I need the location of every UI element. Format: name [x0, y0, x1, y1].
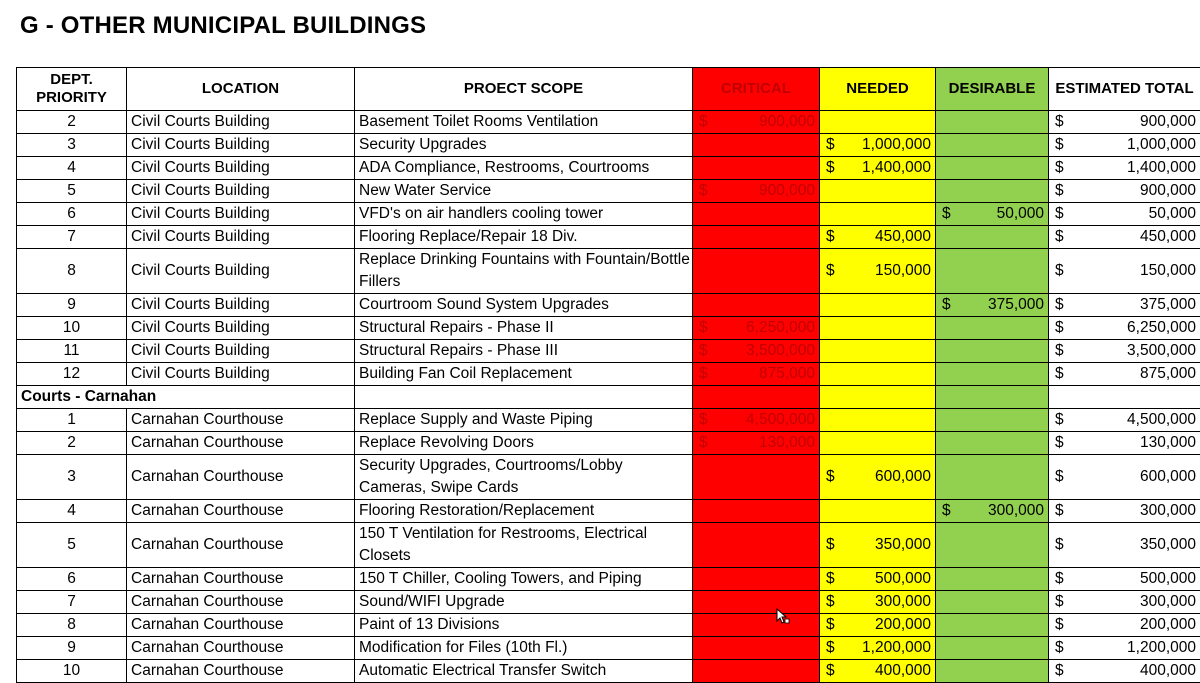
- desirable-cell: [936, 203, 1049, 226]
- total-cell: [1049, 317, 1200, 340]
- currency-symbol: $: [1055, 341, 1064, 361]
- table-row: [17, 363, 1200, 386]
- section-blank-critical: [693, 386, 820, 409]
- priority-cell: 6: [17, 203, 127, 226]
- critical-cell-amount: 6,250,000: [746, 318, 815, 338]
- currency-symbol: $: [826, 592, 835, 612]
- critical-cell: [693, 134, 820, 157]
- total-cell: [1049, 363, 1200, 386]
- location-cell: Carnahan Courthouse: [127, 432, 355, 455]
- priority-cell: 11: [17, 340, 127, 363]
- budget-table: [16, 67, 1200, 683]
- priority-cell: 3: [17, 455, 127, 500]
- desirable-cell: [936, 226, 1049, 249]
- desirable-cell: [936, 111, 1049, 134]
- needed-cell: [820, 226, 936, 249]
- critical-cell: [693, 249, 820, 294]
- section-blank-needed: [820, 386, 936, 409]
- critical-cell: [693, 568, 820, 591]
- total-cell-amount: 3,500,000: [1127, 341, 1196, 361]
- critical-cell: [693, 432, 820, 455]
- currency-symbol: $: [1055, 661, 1064, 681]
- needed-cell-amount: 1,400,000: [862, 158, 931, 178]
- scope-cell: Flooring Replace/Repair 18 Div.: [355, 226, 693, 249]
- location-cell: Civil Courts Building: [127, 340, 355, 363]
- table-row: [17, 432, 1200, 455]
- critical-cell-amount: 875,000: [759, 364, 815, 384]
- location-cell: Civil Courts Building: [127, 226, 355, 249]
- priority-cell: 5: [17, 180, 127, 203]
- total-cell: [1049, 523, 1200, 568]
- location-cell: Civil Courts Building: [127, 317, 355, 340]
- critical-cell: [693, 614, 820, 637]
- desirable-cell: [936, 294, 1049, 317]
- table-row: [17, 568, 1200, 591]
- currency-symbol: $: [826, 569, 835, 589]
- desirable-cell: [936, 249, 1049, 294]
- needed-cell-amount: 400,000: [875, 661, 931, 681]
- needed-cell-amount: 150,000: [875, 261, 931, 281]
- priority-cell: 10: [17, 317, 127, 340]
- total-cell-amount: 375,000: [1140, 295, 1196, 315]
- total-cell-amount: 450,000: [1140, 227, 1196, 247]
- priority-cell: 1: [17, 409, 127, 432]
- location-cell: Civil Courts Building: [127, 294, 355, 317]
- total-cell: [1049, 660, 1200, 683]
- critical-cell-amount: 130,000: [759, 433, 815, 453]
- priority-cell: 9: [17, 294, 127, 317]
- priority-cell: 10: [17, 660, 127, 683]
- currency-symbol: $: [826, 135, 835, 155]
- total-cell: [1049, 500, 1200, 523]
- critical-cell-amount: 900,000: [759, 112, 815, 132]
- currency-symbol: $: [1055, 112, 1064, 132]
- scope-cell: Modification for Files (10th Fl.): [355, 637, 693, 660]
- needed-cell-amount: 450,000: [875, 227, 931, 247]
- table-row: [17, 157, 1200, 180]
- critical-cell: [693, 660, 820, 683]
- currency-symbol: $: [826, 535, 835, 555]
- priority-cell: 3: [17, 134, 127, 157]
- total-cell-amount: 6,250,000: [1127, 318, 1196, 338]
- priority-cell: 7: [17, 226, 127, 249]
- needed-cell-amount: 1,200,000: [862, 638, 931, 658]
- desirable-cell: [936, 317, 1049, 340]
- total-cell-amount: 50,000: [1149, 204, 1196, 224]
- total-cell: [1049, 203, 1200, 226]
- desirable-cell: [936, 500, 1049, 523]
- currency-symbol: $: [1055, 204, 1064, 224]
- header-row: [17, 68, 1200, 111]
- desirable-cell: [936, 591, 1049, 614]
- section-header-carnahan: Courts - Carnahan: [17, 386, 355, 409]
- priority-cell: 7: [17, 591, 127, 614]
- critical-cell: [693, 340, 820, 363]
- total-cell: [1049, 409, 1200, 432]
- needed-cell: [820, 180, 936, 203]
- needed-cell: [820, 134, 936, 157]
- section-row: [17, 386, 1200, 409]
- desirable-cell-amount: 50,000: [997, 204, 1044, 224]
- needed-cell: [820, 523, 936, 568]
- currency-symbol: $: [699, 364, 708, 384]
- scope-cell: Basement Toilet Rooms Ventilation: [355, 111, 693, 134]
- location-cell: Carnahan Courthouse: [127, 409, 355, 432]
- needed-cell: [820, 317, 936, 340]
- needed-cell: [820, 340, 936, 363]
- critical-cell: [693, 409, 820, 432]
- header-priority: DEPT. PRIORITY: [17, 68, 127, 111]
- mouse-cursor-icon: [776, 608, 790, 626]
- needed-cell: [820, 455, 936, 500]
- priority-cell: 5: [17, 523, 127, 568]
- currency-symbol: $: [826, 638, 835, 658]
- section-row-group: [17, 386, 1200, 409]
- desirable-cell: [936, 432, 1049, 455]
- priority-cell: 4: [17, 157, 127, 180]
- scope-cell: Structural Repairs - Phase II: [355, 317, 693, 340]
- needed-cell: [820, 111, 936, 134]
- total-cell-amount: 300,000: [1140, 501, 1196, 521]
- currency-symbol: $: [1055, 410, 1064, 430]
- total-cell-amount: 300,000: [1140, 592, 1196, 612]
- needed-cell: [820, 409, 936, 432]
- total-cell-amount: 1,200,000: [1127, 638, 1196, 658]
- needed-cell: [820, 500, 936, 523]
- table-row: [17, 614, 1200, 637]
- header-critical: CRITICAL: [693, 68, 820, 111]
- currency-symbol: $: [826, 261, 835, 281]
- needed-cell: [820, 249, 936, 294]
- currency-symbol: $: [1055, 135, 1064, 155]
- desirable-cell: [936, 157, 1049, 180]
- location-cell: Carnahan Courthouse: [127, 591, 355, 614]
- desirable-cell: [936, 614, 1049, 637]
- location-cell: Carnahan Courthouse: [127, 614, 355, 637]
- critical-cell: [693, 226, 820, 249]
- location-cell: Civil Courts Building: [127, 180, 355, 203]
- critical-cell: [693, 157, 820, 180]
- total-cell-amount: 4,500,000: [1127, 410, 1196, 430]
- currency-symbol: $: [699, 112, 708, 132]
- table-row: [17, 660, 1200, 683]
- needed-cell: [820, 637, 936, 660]
- critical-cell: [693, 500, 820, 523]
- needed-cell-amount: 1,000,000: [862, 135, 931, 155]
- currency-symbol: $: [826, 661, 835, 681]
- needed-cell: [820, 568, 936, 591]
- desirable-cell: [936, 568, 1049, 591]
- total-cell: [1049, 180, 1200, 203]
- scope-cell: Building Fan Coil Replacement: [355, 363, 693, 386]
- currency-symbol: $: [1055, 569, 1064, 589]
- scope-cell: 150 T Chiller, Cooling Towers, and Piping: [355, 568, 693, 591]
- critical-cell: [693, 637, 820, 660]
- scope-cell: ADA Compliance, Restrooms, Courtrooms: [355, 157, 693, 180]
- priority-cell: 6: [17, 568, 127, 591]
- needed-cell-amount: 600,000: [875, 467, 931, 487]
- desirable-cell: [936, 340, 1049, 363]
- currency-symbol: $: [826, 467, 835, 487]
- carnahan-rows: [17, 409, 1200, 683]
- currency-symbol: $: [826, 158, 835, 178]
- priority-cell: 2: [17, 111, 127, 134]
- total-cell: [1049, 591, 1200, 614]
- needed-cell: [820, 363, 936, 386]
- total-cell-amount: 900,000: [1140, 181, 1196, 201]
- currency-symbol: $: [1055, 535, 1064, 555]
- location-cell: Civil Courts Building: [127, 134, 355, 157]
- scope-cell: Security Upgrades: [355, 134, 693, 157]
- needed-cell: [820, 591, 936, 614]
- desirable-cell: [936, 409, 1049, 432]
- scope-cell: Paint of 13 Divisions: [355, 614, 693, 637]
- location-cell: Civil Courts Building: [127, 203, 355, 226]
- needed-cell: [820, 432, 936, 455]
- scope-cell: 150 T Ventilation for Restrooms, Electrical Closets: [355, 523, 693, 568]
- header-location: LOCATION: [127, 68, 355, 111]
- header-scope: PROECT SCOPE: [355, 68, 693, 111]
- table-row: [17, 180, 1200, 203]
- total-cell-amount: 200,000: [1140, 615, 1196, 635]
- critical-cell: [693, 455, 820, 500]
- currency-symbol: $: [1055, 158, 1064, 178]
- currency-symbol: $: [1055, 433, 1064, 453]
- currency-symbol: $: [1055, 227, 1064, 247]
- currency-symbol: $: [1055, 318, 1064, 338]
- total-cell: [1049, 637, 1200, 660]
- table-row: [17, 591, 1200, 614]
- critical-cell: [693, 180, 820, 203]
- total-cell-amount: 1,000,000: [1127, 135, 1196, 155]
- currency-symbol: $: [1055, 638, 1064, 658]
- location-cell: Civil Courts Building: [127, 111, 355, 134]
- table-row: [17, 500, 1200, 523]
- priority-cell: 8: [17, 614, 127, 637]
- scope-cell: Replace Supply and Waste Piping: [355, 409, 693, 432]
- location-cell: Carnahan Courthouse: [127, 500, 355, 523]
- table-row: [17, 134, 1200, 157]
- section-blank-total: [1049, 386, 1200, 409]
- currency-symbol: $: [1055, 592, 1064, 612]
- needed-cell-amount: 350,000: [875, 535, 931, 555]
- currency-symbol: $: [826, 615, 835, 635]
- currency-symbol: $: [942, 501, 951, 521]
- total-cell-amount: 150,000: [1140, 261, 1196, 281]
- total-cell-amount: 130,000: [1140, 433, 1196, 453]
- location-cell: Carnahan Courthouse: [127, 523, 355, 568]
- currency-symbol: $: [1055, 364, 1064, 384]
- desirable-cell: [936, 455, 1049, 500]
- scope-cell: Replace Drinking Fountains with Fountain/Bottle Fillers: [355, 249, 693, 294]
- total-cell: [1049, 432, 1200, 455]
- table-row: [17, 340, 1200, 363]
- currency-symbol: $: [1055, 501, 1064, 521]
- location-cell: Carnahan Courthouse: [127, 637, 355, 660]
- header-total: ESTIMATED TOTAL: [1049, 68, 1200, 111]
- desirable-cell: [936, 363, 1049, 386]
- desirable-cell: [936, 637, 1049, 660]
- priority-cell: 12: [17, 363, 127, 386]
- critical-cell: [693, 317, 820, 340]
- total-cell-amount: 600,000: [1140, 467, 1196, 487]
- total-cell-amount: 900,000: [1140, 112, 1196, 132]
- total-cell: [1049, 134, 1200, 157]
- table-row: [17, 409, 1200, 432]
- scope-cell: Structural Repairs - Phase III: [355, 340, 693, 363]
- desirable-cell-amount: 375,000: [988, 295, 1044, 315]
- table-row: [17, 111, 1200, 134]
- table-row: [17, 226, 1200, 249]
- scope-cell: New Water Service: [355, 180, 693, 203]
- currency-symbol: $: [1055, 181, 1064, 201]
- table-row: [17, 249, 1200, 294]
- total-cell-amount: 400,000: [1140, 661, 1196, 681]
- needed-cell-amount: 200,000: [875, 615, 931, 635]
- table-row: [17, 523, 1200, 568]
- total-cell: [1049, 294, 1200, 317]
- currency-symbol: $: [1055, 615, 1064, 635]
- location-cell: Carnahan Courthouse: [127, 455, 355, 500]
- scope-cell: VFD's on air handlers cooling tower: [355, 203, 693, 226]
- total-cell-amount: 350,000: [1140, 535, 1196, 555]
- currency-symbol: $: [699, 433, 708, 453]
- critical-cell: [693, 111, 820, 134]
- critical-cell-amount: 4,500,000: [746, 410, 815, 430]
- location-cell: Civil Courts Building: [127, 157, 355, 180]
- needed-cell: [820, 660, 936, 683]
- civil-courts-rows: [17, 111, 1200, 386]
- currency-symbol: $: [699, 181, 708, 201]
- table-row: [17, 455, 1200, 500]
- currency-symbol: $: [1055, 295, 1064, 315]
- critical-cell: [693, 203, 820, 226]
- currency-symbol: $: [1055, 467, 1064, 487]
- section-blank-scope: [355, 386, 693, 409]
- header-needed: NEEDED: [820, 68, 936, 111]
- table-row: [17, 294, 1200, 317]
- total-cell-amount: 1,400,000: [1127, 158, 1196, 178]
- total-cell: [1049, 455, 1200, 500]
- needed-cell: [820, 294, 936, 317]
- scope-cell: Flooring Restoration/Replacement: [355, 500, 693, 523]
- critical-cell: [693, 591, 820, 614]
- desirable-cell: [936, 180, 1049, 203]
- scope-cell: Automatic Electrical Transfer Switch: [355, 660, 693, 683]
- needed-cell: [820, 203, 936, 226]
- critical-cell: [693, 294, 820, 317]
- total-cell-amount: 875,000: [1140, 364, 1196, 384]
- total-cell: [1049, 249, 1200, 294]
- scope-cell: Sound/WIFI Upgrade: [355, 591, 693, 614]
- header-desirable: DESIRABLE: [936, 68, 1049, 111]
- table-row: [17, 317, 1200, 340]
- critical-cell-amount: 900,000: [759, 181, 815, 201]
- scope-cell: Courtroom Sound System Upgrades: [355, 294, 693, 317]
- total-cell: [1049, 157, 1200, 180]
- needed-cell: [820, 157, 936, 180]
- currency-symbol: $: [699, 318, 708, 338]
- total-cell: [1049, 111, 1200, 134]
- currency-symbol: $: [826, 227, 835, 247]
- desirable-cell-amount: 300,000: [988, 501, 1044, 521]
- total-cell-amount: 500,000: [1140, 569, 1196, 589]
- currency-symbol: $: [942, 204, 951, 224]
- critical-cell: [693, 523, 820, 568]
- section-blank-desirable: [936, 386, 1049, 409]
- table-row: [17, 203, 1200, 226]
- currency-symbol: $: [942, 295, 951, 315]
- total-cell: [1049, 568, 1200, 591]
- location-cell: Civil Courts Building: [127, 249, 355, 294]
- total-cell: [1049, 614, 1200, 637]
- critical-cell: [693, 363, 820, 386]
- scope-cell: Security Upgrades, Courtrooms/Lobby Cameras, Swipe Cards: [355, 455, 693, 500]
- priority-cell: 8: [17, 249, 127, 294]
- needed-cell: [820, 614, 936, 637]
- currency-symbol: $: [699, 341, 708, 361]
- page-title: G - OTHER MUNICIPAL BUILDINGS: [20, 12, 426, 40]
- scope-cell: Replace Revolving Doors: [355, 432, 693, 455]
- desirable-cell: [936, 523, 1049, 568]
- critical-cell-amount: 3,500,000: [746, 341, 815, 361]
- location-cell: Civil Courts Building: [127, 363, 355, 386]
- needed-cell-amount: 300,000: [875, 592, 931, 612]
- table-row: [17, 637, 1200, 660]
- priority-cell: 4: [17, 500, 127, 523]
- location-cell: Carnahan Courthouse: [127, 568, 355, 591]
- priority-cell: 2: [17, 432, 127, 455]
- desirable-cell: [936, 660, 1049, 683]
- priority-cell: 9: [17, 637, 127, 660]
- total-cell: [1049, 340, 1200, 363]
- desirable-cell: [936, 134, 1049, 157]
- location-cell: Carnahan Courthouse: [127, 660, 355, 683]
- needed-cell-amount: 500,000: [875, 569, 931, 589]
- currency-symbol: $: [699, 410, 708, 430]
- currency-symbol: $: [1055, 261, 1064, 281]
- total-cell: [1049, 226, 1200, 249]
